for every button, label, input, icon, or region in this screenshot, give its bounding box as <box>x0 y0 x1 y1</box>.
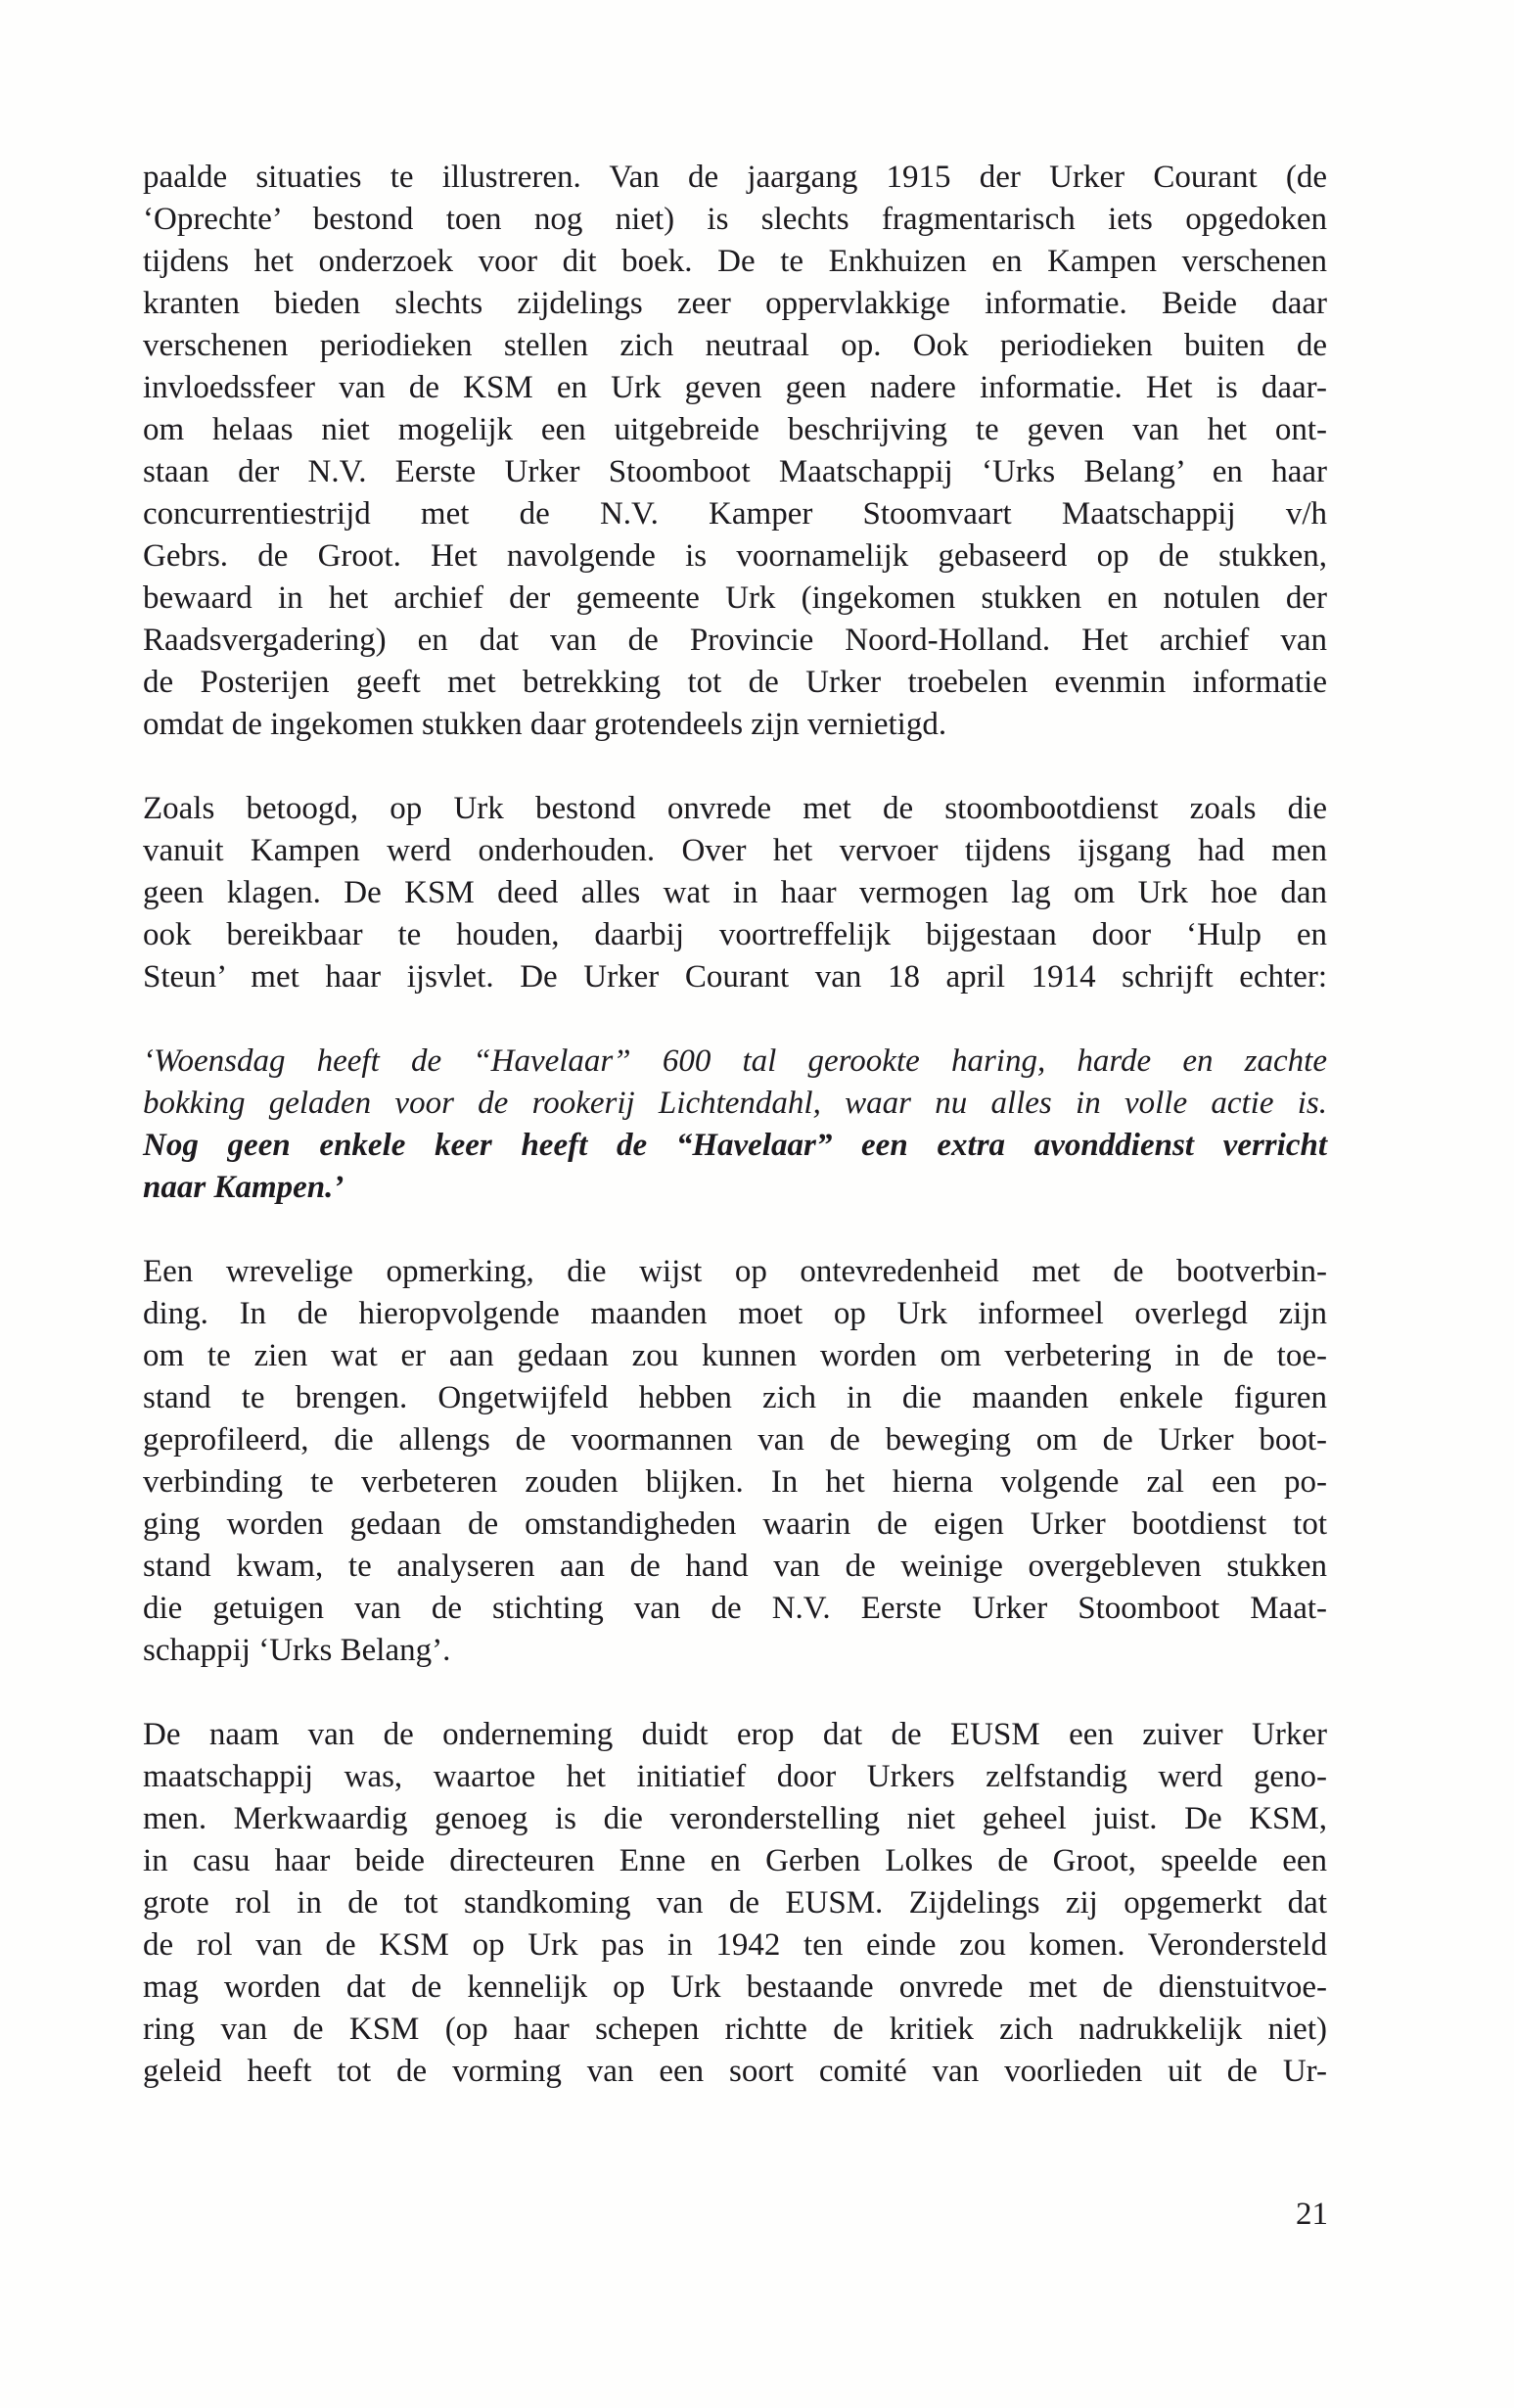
text-line: ook bereikbaar te houden, daarbij voortreffelijk bijgestaan door ‘Hulp en <box>143 917 1327 952</box>
text-line: stand kwam, te analyseren aan de hand van de weinige overgebleven stukken <box>143 1549 1327 1584</box>
text-line: bewaard in het archief der gemeente Urk (ingekomen stukken en notulen der <box>143 580 1327 616</box>
text-line: staan der N.V. Eerste Urker Stoomboot Maatschappij ‘Urks Belang’ en haar <box>143 454 1327 489</box>
text-line: geleid heeft tot de vorming van een soort comité van voorlieden uit de Ur- <box>143 2054 1327 2089</box>
text-line: verschenen periodieken stellen zich neutraal op. Ook periodieken buiten de <box>143 328 1327 363</box>
text-line: Een wrevelige opmerking, die wijst op ontevredenheid met de bootverbin- <box>143 1254 1327 1289</box>
text-line: vanuit Kampen werd onderhouden. Over het vervoer tijdens ijsgang had men <box>143 833 1327 868</box>
text-line: de rol van de KSM op Urk pas in 1942 ten einde zou komen. Verondersteld <box>143 1927 1327 1963</box>
text-line: geen klagen. De KSM deed alles wat in haar vermogen lag om Urk hoe dan <box>143 875 1327 910</box>
text-line: Zoals betoogd, op Urk bestond onvrede met de stoombootdienst zoals die <box>143 791 1327 826</box>
text-line: Raadsvergadering) en dat van de Provincie Noord-Holland. Het archief van <box>143 623 1327 658</box>
page-number: 21 <box>1296 2197 1328 2232</box>
text-line: Gebrs. de Groot. Het navolgende is voornamelijk gebaseerd op de stukken, <box>143 538 1327 574</box>
quote-line: bokking geladen voor de rookerij Lichtendahl, waar nu alles in volle actie is. <box>143 1086 1327 1121</box>
text-line: men. Merkwaardig genoeg is die veronderstelling niet geheel juist. De KSM, <box>143 1801 1327 1836</box>
body-text <box>143 157 1327 2135</box>
quote-line-bold: naar Kampen.’ <box>143 1170 344 1205</box>
text-line: ‘Oprechte’ bestond toen nog niet) is slechts fragmentarisch iets opgedoken <box>143 202 1327 237</box>
text-line: stand te brengen. Ongetwijfeld hebben zich in die maanden enkele figuren <box>143 1380 1327 1415</box>
text-line: maatschappij was, waartoe het initiatief door Urkers zelfstandig werd geno- <box>143 1759 1327 1794</box>
text-line: paalde situaties te illustreren. Van de jaargang 1915 der Urker Courant (de <box>143 160 1327 195</box>
text-line: mag worden dat de kennelijk op Urk bestaande onvrede met de dienstuitvoe- <box>143 1969 1327 2005</box>
text-line: omdat de ingekomen stukken daar grotendeels zijn vernietigd. <box>143 707 947 742</box>
text-line: ding. In de hieropvolgende maanden moet op Urk informeel overlegd zijn <box>143 1296 1327 1331</box>
text-line: die getuigen van de stichting van de N.V. Eerste Urker Stoomboot Maat- <box>143 1591 1327 1626</box>
text-line: in casu haar beide directeuren Enne en Gerben Lolkes de Groot, speelde een <box>143 1843 1327 1878</box>
text-line: ging worden gedaan de omstandigheden waarin de eigen Urker bootdienst tot <box>143 1506 1327 1542</box>
quote-line: ‘Woensdag heeft de “Havelaar” 600 tal gerookte haring, harde en zachte <box>143 1043 1327 1079</box>
text-line: geprofileerd, die allengs de voormannen van de beweging om de Urker boot- <box>143 1422 1327 1458</box>
paragraph-1 <box>143 157 1327 746</box>
text-line: ring van de KSM (op haar schepen richtte de kritiek zich nadrukkelijk niet) <box>143 2012 1327 2047</box>
text-line: om te zien wat er aan gedaan zou kunnen worden om verbetering in de toe- <box>143 1338 1327 1373</box>
paragraph-2 <box>143 788 1327 998</box>
text-line: tijdens het onderzoek voor dit boek. De te Enkhuizen en Kampen verschenen <box>143 244 1327 279</box>
text-line: schappij ‘Urks Belang’. <box>143 1633 451 1668</box>
text-line: verbinding te verbeteren zouden blijken. In het hierna volgende zal een po- <box>143 1464 1327 1500</box>
text-line: grote rol in de tot standkoming van de EUSM. Zijdelings zij opgemerkt dat <box>143 1885 1327 1921</box>
text-line: invloedssfeer van de KSM en Urk geven geen nadere informatie. Het is daar- <box>143 370 1327 405</box>
quote-line-bold: Nog geen enkele keer heeft de “Havelaar” een extra avonddienst verricht <box>143 1128 1327 1163</box>
text-line: Steun’ met haar ijsvlet. De Urker Courant van 18 april 1914 schrijft echter: <box>143 959 1327 995</box>
text-line: om helaas niet mogelijk een uitgebreide beschrijving te geven van het ont- <box>143 412 1327 447</box>
text-line: de Posterijen geeft met betrekking tot de Urker troebelen evenmin informatie <box>143 665 1327 700</box>
text-line: concurrentiestrijd met de N.V. Kamper Stoomvaart Maatschappij v/h <box>143 496 1327 532</box>
text-line: kranten bieden slechts zijdelings zeer oppervlakkige informatie. Beide daar <box>143 286 1327 321</box>
paragraph-3 <box>143 1251 1327 1672</box>
paragraph-4 <box>143 1714 1327 2093</box>
newspaper-quote <box>143 1041 1327 1209</box>
text-line: De naam van de onderneming duidt erop dat de EUSM een zuiver Urker <box>143 1717 1327 1752</box>
